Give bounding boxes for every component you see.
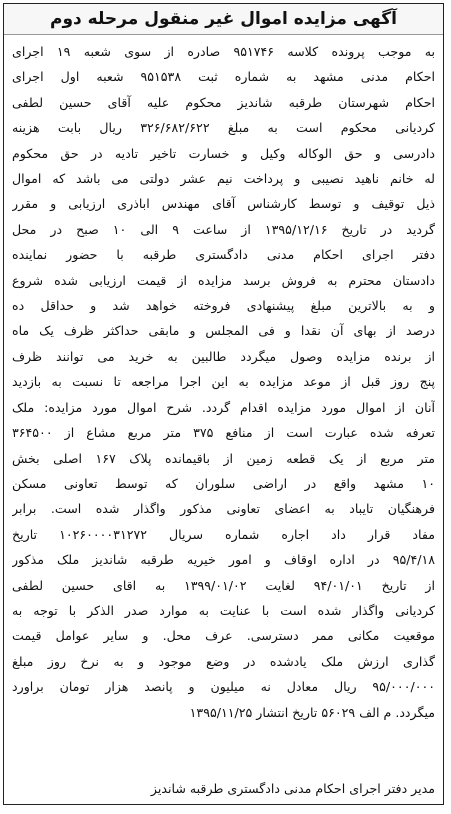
body-line: ۹۵/۴/۱۸ در اداره اوقاف و امور خیریه طرقبه شاندیز ملک مذکور: [12, 552, 435, 568]
body-line: له خانم ناهید نصیبی و پرداخت نیم عشر دولتی می باشد که اموال: [12, 171, 435, 187]
body-line: ۱۰ مشهد واقع در اراضی سلوران که توسط تعاونی مسکن: [12, 475, 435, 491]
body-line: موقعیت مکانی ممر دسترسی. عرف محل. و سایر عوامل قیمت: [12, 628, 435, 644]
body-line: دفتر اجرای احکام مدنی دادگستری طرقبه با حضور نماینده: [12, 247, 435, 263]
notice-title: آگهی مزایده اموال غیر منقول مرحله دوم: [4, 4, 443, 35]
body-line: ذیل توقیف و توسط کارشناس آقای مهندس اباذری ارزیابی و مقرر: [12, 196, 435, 212]
body-line: کردیانی واگذار شده است با عنایت به موارد صدر الذکر با توجه به: [12, 602, 435, 618]
body-line: از تاریخ ۹۴/۰۱/۰۱ لغایت ۱۳۹۹/۰۱/۰۲ به اقای حسین لطفی: [12, 577, 435, 593]
body-line: متر مربع از یک قطعه زمین از باقیمانده پلاک ۱۶۷ اصلی بخش: [12, 450, 435, 466]
body-line: درصد از بهای آن نقدا و فی المجلس و مابقی حداکثر ظرف یک ماه: [12, 323, 435, 339]
body-line: فرهنگیان تایباد به اعضای تعاونی مذکور واگذار شده است. برابر: [12, 501, 435, 517]
body-line: دادستان محترم به فروش برسد مزایده از قیمت ارزیابی شده شروع: [12, 272, 435, 288]
body-line: گردید در تاریخ ۱۳۹۵/۱۲/۱۶ از ساعت ۹ الی ۱۰ صبح در محل: [12, 221, 435, 237]
body-line: و به بالاترین مبلغ پیشنهادی فروخته خواهد شد و حداقل ده: [12, 298, 435, 314]
body-line: به موجب پرونده کلاسه ۹۵۱۷۴۶ صادره از سوی شعبه ۱۹ اجرای: [12, 44, 435, 59]
body-line: کردیانی محکوم است به مبلغ ۳۲۶/۶۸۲/۶۲۲ ریال بابت هزینه: [12, 120, 435, 136]
body-line: تعرفه شده عبارت است از منافع ۳۷۵ متر مربع مشاع از ۳۶۴۵۰۰: [12, 425, 435, 441]
body-line: ۹۵/۰۰۰/۰۰۰ ریال معادل نه میلیون و پانصد هزار تومان براورد: [12, 679, 435, 695]
body-line: آنان از اموال مورد مزایده اقدام گردد. شرح اموال مورد مزایده: ملک: [12, 399, 435, 415]
body-line: گذاری ارزش ملک یادشده در وضع موجود و به نرخ روز مبلغ: [12, 653, 435, 669]
body-line: از برنده مزایده وصول میگردد طالبین به خرید می توانند ظرف: [12, 348, 435, 364]
body-line: احکام شهرستان طرقبه شاندیز محکوم علیه آقای حسین لطفی: [12, 94, 435, 110]
signature-line: مدیر دفتر اجرای احکام مدنی دادگستری طرقبه شاندیز: [150, 781, 435, 796]
body-line: میگردد. م الف ۵۶۰۲۹ تاریخ انتشار ۱۳۹۵/۱۱/۲۵: [189, 704, 435, 720]
body-line: دادرسی و حق الوکاله وکیل و خسارت تاخیر تادیه در حق محکوم: [12, 145, 435, 161]
notice-box: [3, 3, 444, 805]
notice-body: [4, 35, 443, 725]
body-line: احکام مدنی مشهد به شماره ثبت ۹۵۱۵۳۸ شعبه اول اجرای: [12, 69, 435, 85]
body-line: پنج روز قبل از موعد مزایده به این اجرا مراجعه تا نسبت به بازدید: [12, 374, 435, 390]
body-line: مفاد قرار داد اجاره شماره سریال ۱۰۲۶۰۰۰۰۳۱۲۷۲ تاریخ: [12, 526, 435, 542]
